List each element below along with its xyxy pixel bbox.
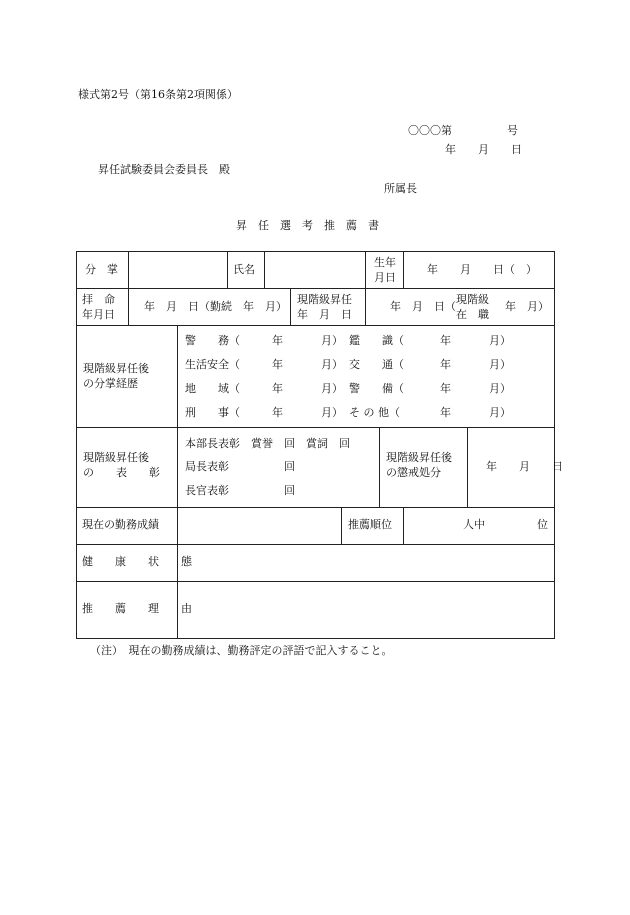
career-year: 年 bbox=[440, 382, 451, 395]
career-dept: 地 域（ bbox=[185, 382, 240, 395]
career-dept: 警 備（ bbox=[349, 382, 404, 395]
discipline-label-1: 現階級昇任後 bbox=[386, 451, 452, 464]
career-year: 年 bbox=[272, 334, 283, 347]
career-dept: そ の 他（ bbox=[349, 406, 400, 419]
addressee: 昇任試験委員会委員長 殿 bbox=[98, 163, 230, 176]
birth-value: 年 月 日（ ） bbox=[427, 263, 537, 276]
promote-label-1: 現階級昇任 bbox=[297, 293, 352, 306]
birth-label-1: 生年 bbox=[374, 256, 396, 269]
rank-value-people: 人中 bbox=[463, 518, 485, 531]
sender: 所属長 bbox=[384, 182, 417, 195]
career-month: 月） bbox=[321, 382, 343, 395]
career-month: 月） bbox=[489, 382, 511, 395]
bunsho-label: 分 掌 bbox=[85, 263, 118, 276]
career-label-1: 現階級昇任後 bbox=[83, 362, 149, 375]
award-line: 本部長表彰 賞誉 回 賞詞 回 bbox=[185, 437, 350, 450]
career-dept: 警 務（ bbox=[185, 334, 240, 347]
career-year: 年 bbox=[272, 358, 283, 371]
reason-label: 推 薦 理 由 bbox=[82, 602, 192, 615]
career-year: 年 bbox=[272, 406, 283, 419]
award-line: 長官表彰 回 bbox=[185, 484, 295, 497]
awards-label-2: の 表 彰 bbox=[83, 466, 160, 479]
document-number: 〇〇〇第 号 bbox=[408, 124, 518, 137]
discipline-value: 年 月 日 bbox=[486, 460, 563, 473]
performance-label: 現在の勤務成績 bbox=[82, 518, 159, 531]
award-line: 局長表彰 回 bbox=[185, 460, 295, 473]
career-dept: 生活安全（ bbox=[185, 358, 240, 371]
birth-label-2: 月日 bbox=[374, 271, 396, 284]
rank-label: 推薦順位 bbox=[348, 518, 392, 531]
name-label: 氏名 bbox=[233, 263, 255, 276]
career-month: 月） bbox=[321, 406, 343, 419]
career-month: 月） bbox=[489, 358, 511, 371]
promote-label-2: 年 月 日 bbox=[297, 308, 352, 321]
health-label: 健 康 状 態 bbox=[82, 555, 192, 568]
appoint-value: 年 月 日（勤続 年 月） bbox=[144, 300, 287, 313]
promote-value: 年 月 日（ bbox=[390, 300, 456, 313]
career-label-2: の分掌経歴 bbox=[83, 377, 138, 390]
awards-label-1: 現階級昇任後 bbox=[83, 451, 149, 464]
zaishoku-value: 年 月） bbox=[505, 300, 549, 313]
appoint-label-1: 拝 命 bbox=[82, 293, 115, 306]
career-dept: 交 通（ bbox=[349, 358, 404, 371]
document-date: 年 月 日 bbox=[445, 143, 522, 156]
career-year: 年 bbox=[440, 358, 451, 371]
career-month: 月） bbox=[489, 406, 511, 419]
form-code: 様式第2号（第16条第2項関係） bbox=[78, 88, 238, 101]
career-dept: 刑 事（ bbox=[185, 406, 240, 419]
appoint-label-2: 年月日 bbox=[82, 308, 115, 321]
career-year: 年 bbox=[272, 382, 283, 395]
rank-value-position: 位 bbox=[537, 518, 548, 531]
document-title: 昇 任 選 考 推 薦 書 bbox=[236, 219, 379, 232]
career-month: 月） bbox=[321, 358, 343, 371]
career-dept: 鑑 識（ bbox=[349, 334, 404, 347]
footnote: （注） 現在の勤務成績は、勤務評定の評語で記入すること。 bbox=[90, 644, 393, 657]
career-month: 月） bbox=[321, 334, 343, 347]
zaishoku-label-1: 現階級 bbox=[456, 293, 489, 306]
career-year: 年 bbox=[440, 334, 451, 347]
career-year: 年 bbox=[440, 406, 451, 419]
discipline-label-2: の懲戒処分 bbox=[386, 466, 441, 479]
zaishoku-label-2: 在 職 bbox=[456, 308, 489, 321]
career-month: 月） bbox=[489, 334, 511, 347]
